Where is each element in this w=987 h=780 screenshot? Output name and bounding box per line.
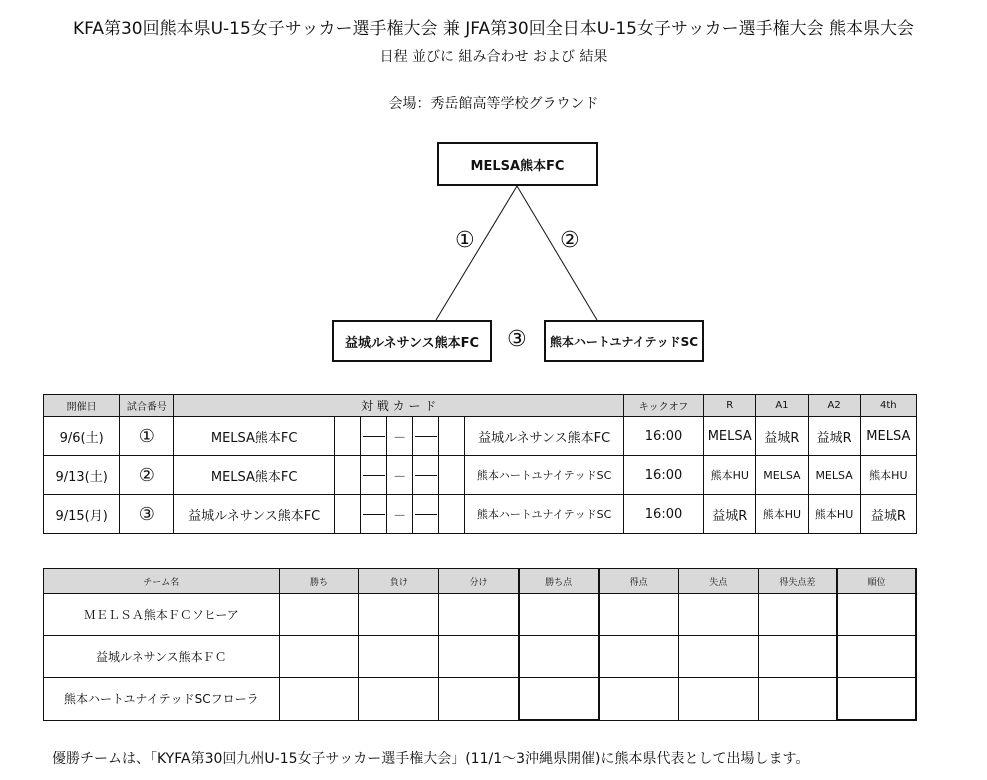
header-r: R: [704, 395, 756, 417]
home-score: [334, 456, 360, 495]
assistant-1: 熊本HU: [756, 495, 808, 534]
table-row: [44, 636, 917, 678]
header-match-no: 試合番号: [120, 395, 174, 417]
table-row: [44, 495, 917, 534]
home-line: [361, 417, 387, 456]
away-score: [439, 456, 465, 495]
home-team: 益城ルネサンス熊本FC: [174, 495, 335, 534]
referee: MELSA: [704, 417, 756, 456]
match-date: 9/15(月): [44, 495, 120, 534]
draws-cell: [439, 678, 519, 721]
away-line: [413, 417, 439, 456]
away-score: [439, 417, 465, 456]
assistant-1: MELSA: [756, 456, 808, 495]
table-row: [44, 456, 917, 495]
home-score: [334, 495, 360, 534]
home-team: MELSA熊本FC: [174, 456, 335, 495]
away-line: [413, 495, 439, 534]
header-loss: 負け: [359, 569, 439, 594]
wins-cell: [279, 594, 359, 636]
header-draw: 分け: [439, 569, 519, 594]
assistant-2: MELSA: [808, 456, 860, 495]
table-row: [44, 594, 917, 636]
goals-against-cell: [678, 594, 758, 636]
header-team: チーム名: [44, 569, 280, 594]
goals-for-cell: [599, 594, 679, 636]
team-name: 益城ルネサンス熊本ＦＣ: [44, 636, 280, 678]
assistant-2: 熊本HU: [808, 495, 860, 534]
match-number: ③: [120, 495, 174, 534]
goals-against-cell: [678, 636, 758, 678]
wins-cell: [279, 678, 359, 721]
table-row: [44, 678, 917, 721]
header-card: 対 戦 カ ー ド: [174, 395, 623, 417]
points-cell: [519, 594, 599, 636]
header-4th: 4th: [860, 395, 916, 417]
assistant-1: 益城R: [756, 417, 808, 456]
goal-diff-cell: [758, 636, 837, 678]
header-win: 勝ち: [279, 569, 359, 594]
home-team: MELSA熊本FC: [174, 417, 335, 456]
fourth-official: 益城R: [860, 495, 916, 534]
match-number: ②: [120, 456, 174, 495]
match-date: 9/13(土): [44, 456, 120, 495]
goals-for-cell: [599, 678, 679, 721]
standings-table: [43, 568, 917, 721]
table-row: [44, 417, 917, 456]
venue-label: 会場：秀岳館高等学校グラウンド: [388, 96, 599, 112]
bracket-team-right: 熊本ハートユナイテッドSC: [544, 320, 704, 362]
kickoff-time: 16:00: [623, 456, 703, 495]
match-date: 9/6(土): [44, 417, 120, 456]
goal-diff-cell: [758, 594, 837, 636]
wins-cell: [279, 636, 359, 678]
page-subtitle: 日程 並びに 組み合わせ および 結果: [379, 49, 608, 65]
assistant-2: 益城R: [808, 417, 860, 456]
draws-cell: [439, 594, 519, 636]
match-3-marker: ③: [507, 327, 527, 352]
header-rank: 順位: [837, 569, 916, 594]
header-kickoff: キックオフ: [623, 395, 703, 417]
points-cell: [519, 636, 599, 678]
match-number: ①: [120, 417, 174, 456]
score-dash: －: [387, 495, 413, 534]
rank-cell: [837, 636, 916, 678]
page-title: KFA第30回熊本県U-15女子サッカー選手権大会 兼 JFA第30回全日本U-15女子サッカー選手権大会 熊本県大会: [72, 19, 915, 39]
rank-cell: [837, 594, 916, 636]
away-team: 熊本ハートユナイテッドSC: [465, 456, 624, 495]
score-dash: －: [387, 417, 413, 456]
fourth-official: MELSA: [860, 417, 916, 456]
away-team: 益城ルネサンス熊本FC: [465, 417, 624, 456]
goals-against-cell: [678, 678, 758, 721]
header-date: 開催日: [44, 395, 120, 417]
away-line: [413, 456, 439, 495]
away-score: [439, 495, 465, 534]
away-team: 熊本ハートユナイテッドSC: [465, 495, 624, 534]
rank-cell: [837, 678, 916, 721]
footer-note: 優勝チームは、「KYFA第30回九州U-15女子サッカー選手権大会」(11/1～3沖縄県開催)に熊本県代表として出場します。: [52, 751, 810, 767]
fourth-official: 熊本HU: [860, 456, 916, 495]
team-name: ＭＥＬＳＡ熊本ＦＣソヒーア: [44, 594, 280, 636]
header-a2: A2: [808, 395, 860, 417]
home-line: [361, 456, 387, 495]
header-goals-for: 得点: [599, 569, 679, 594]
losses-cell: [359, 636, 439, 678]
losses-cell: [359, 594, 439, 636]
goal-diff-cell: [758, 678, 837, 721]
header-goal-diff: 得失点差: [758, 569, 837, 594]
header-points: 勝ち点: [519, 569, 599, 594]
kickoff-time: 16:00: [623, 417, 703, 456]
home-score: [334, 417, 360, 456]
bracket-team-left: 益城ルネサンス熊本FC: [332, 320, 492, 362]
team-name: 熊本ハートユナイテッドSCフローラ: [44, 678, 280, 721]
home-line: [361, 495, 387, 534]
header-goals-against: 失点: [678, 569, 758, 594]
schedule-table: [43, 394, 917, 534]
referee: 熊本HU: [704, 456, 756, 495]
goals-for-cell: [599, 636, 679, 678]
bracket-team-top: MELSA熊本FC: [437, 142, 598, 186]
losses-cell: [359, 678, 439, 721]
header-a1: A1: [756, 395, 808, 417]
draws-cell: [439, 636, 519, 678]
match-2-marker: ②: [560, 228, 580, 253]
referee: 益城R: [704, 495, 756, 534]
points-cell: [519, 678, 599, 721]
kickoff-time: 16:00: [623, 495, 703, 534]
match-1-marker: ①: [455, 228, 475, 253]
score-dash: －: [387, 456, 413, 495]
